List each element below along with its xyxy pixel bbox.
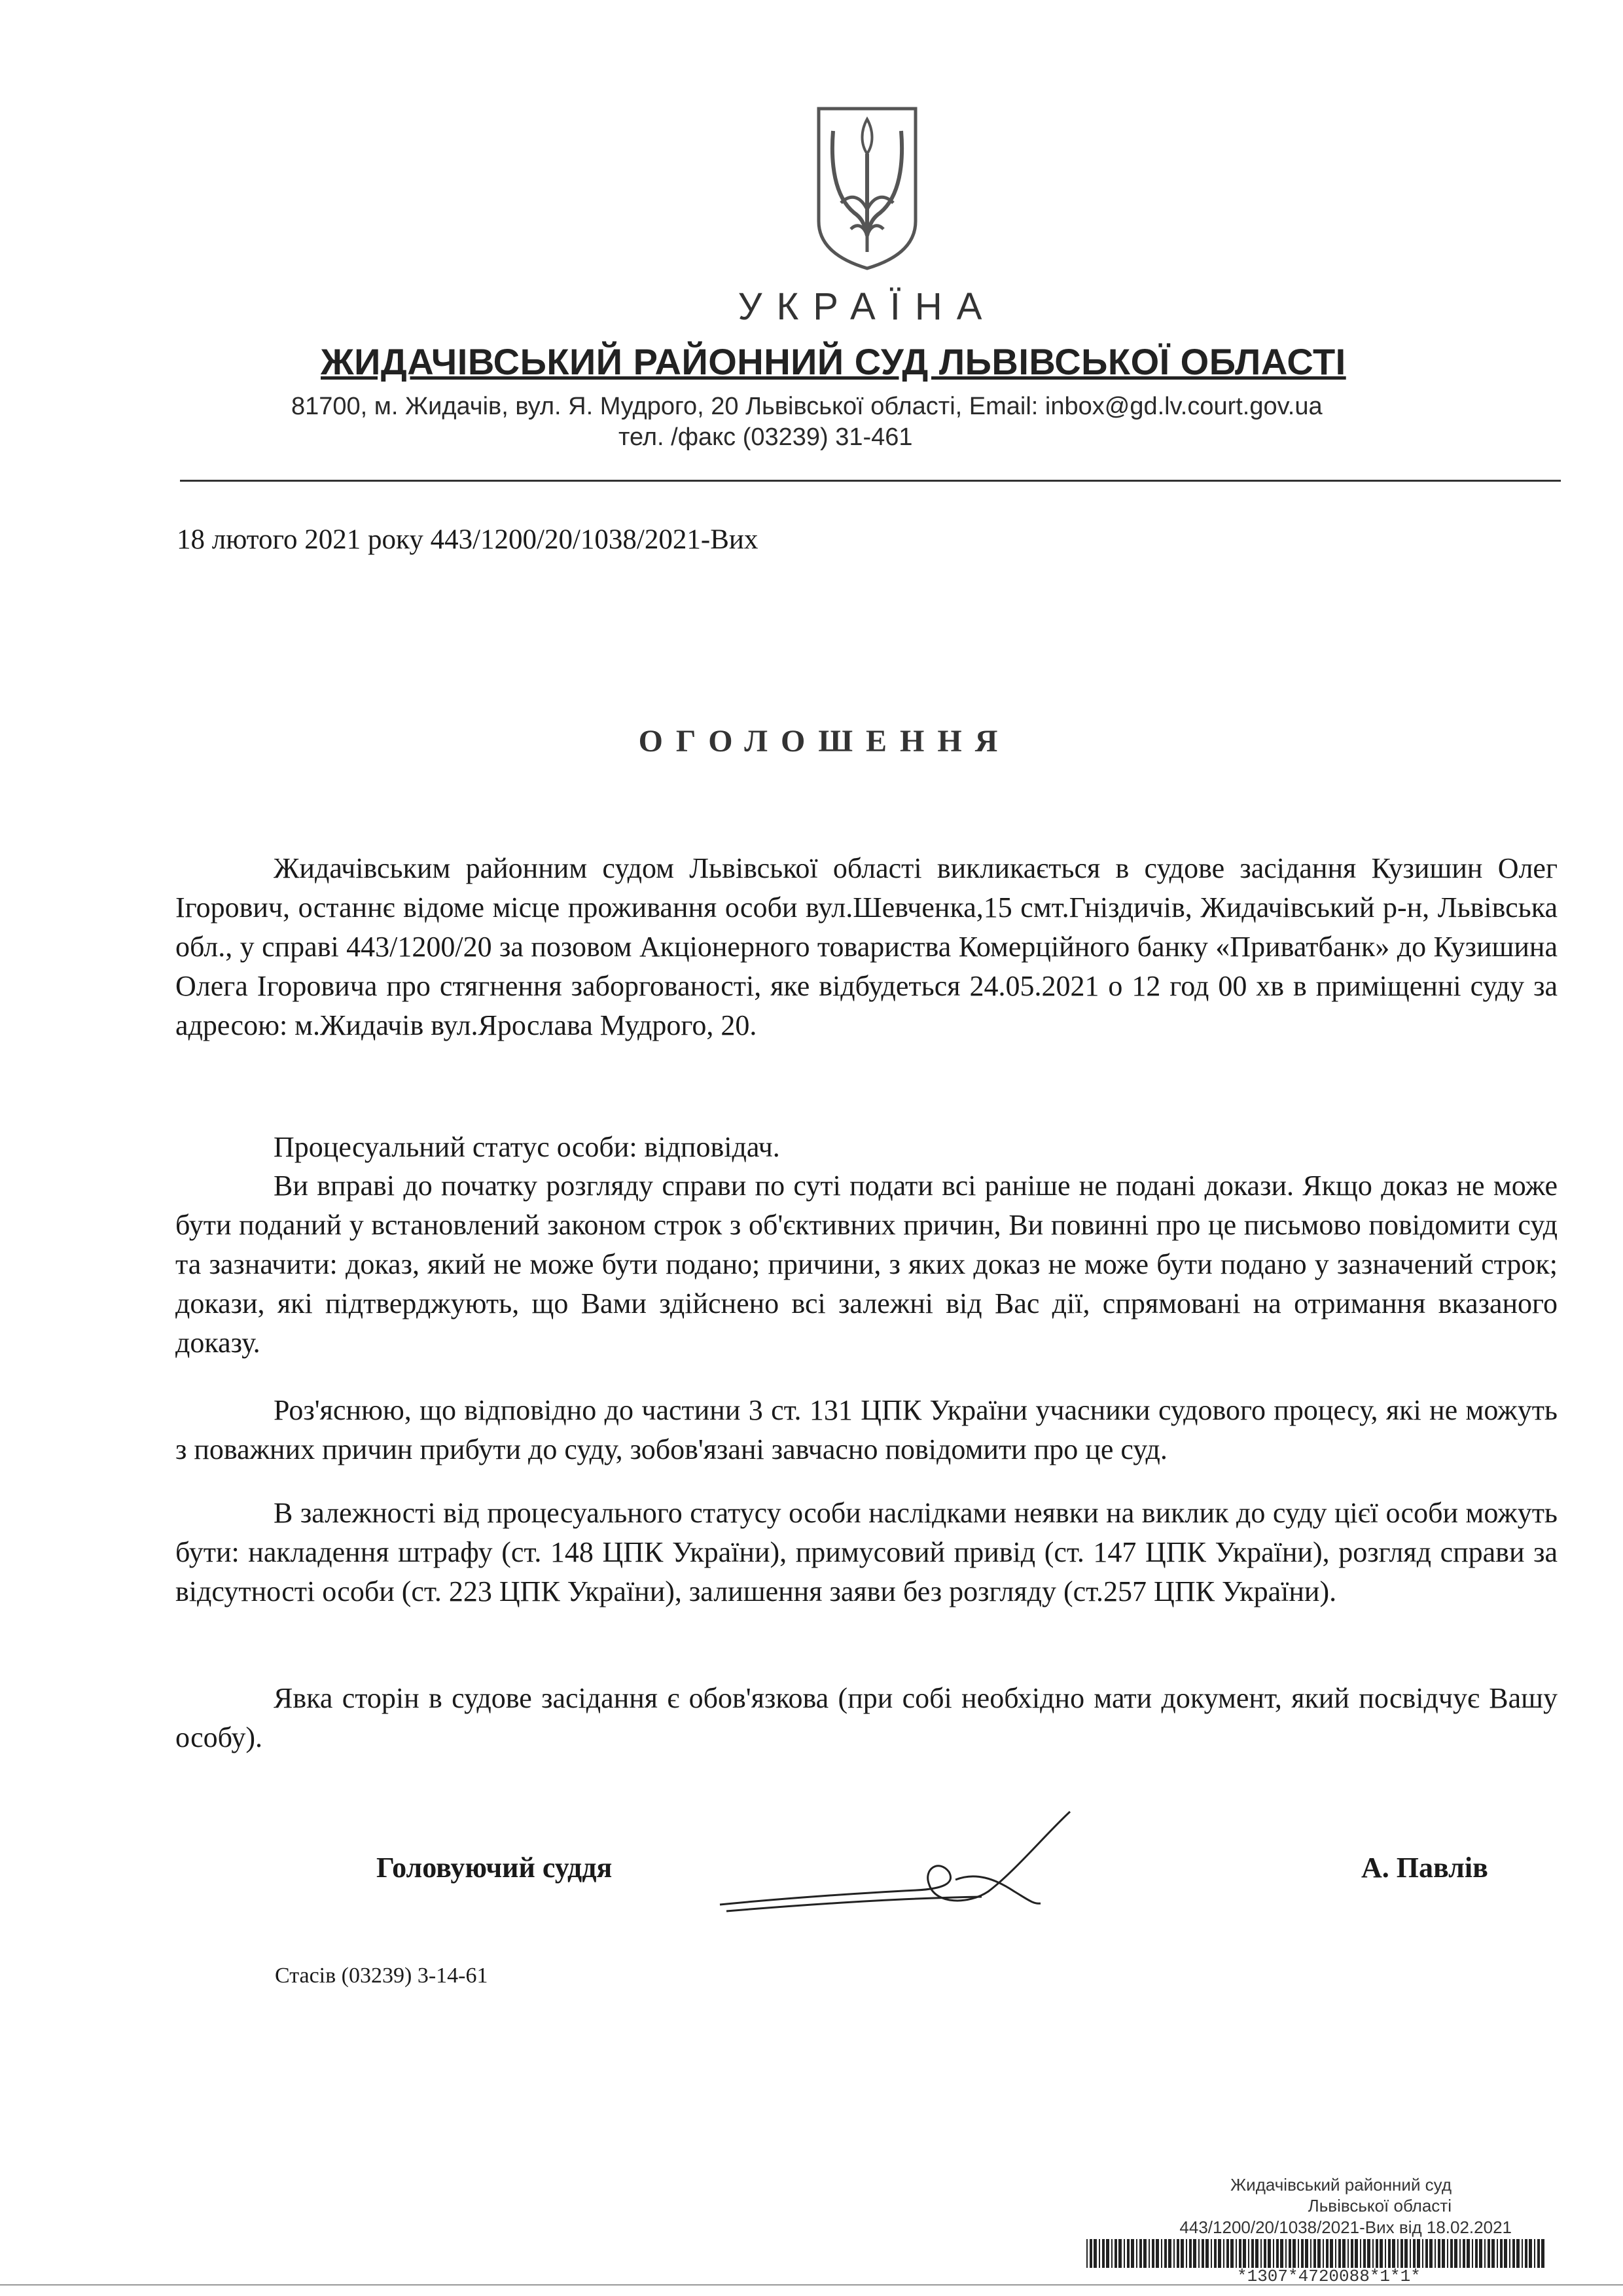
handwritten-signature: [707, 1806, 1073, 1924]
court-name: ЖИДАЧІВСЬКИЙ РАЙОННИЙ СУД ЛЬВІВСЬКОЇ ОБЛАСТІ: [321, 341, 1346, 382]
trident-emblem-icon: [815, 105, 919, 272]
document-title: ОГОЛОШЕННЯ: [638, 724, 1011, 759]
court-address: 81700, м. Жидачів, вул. Я. Мудрого, 20 Львівської області, Email: inbox@gd.lv.court.gov.ua: [291, 393, 1323, 420]
court-phone: тел. /факс (03239) 31-461: [618, 423, 913, 451]
country-name: УКРАЇНА: [738, 285, 997, 328]
executor-contact: Стасів (03239) 3-14-61: [275, 1964, 488, 1988]
judge-name: А. Павлів: [1361, 1852, 1488, 1884]
paragraph-notice: Роз'яснюю, що відповідно до частини 3 ст. 131 ЦПК України учасники судового процесу, які не можуть з поважних причин прибути до суду, зобов'язані завчасно повідомити про це суд.: [175, 1394, 1558, 1465]
stamp-outgoing-number: 443/1200/20/1038/2021-Вих від 18.02.2021: [1179, 2217, 1512, 2237]
stamp-court: Жидачівський районний суд: [1230, 2175, 1452, 2195]
barcode-caption: *1307*4720088*1*1*: [1237, 2267, 1421, 2286]
paragraph-consequences: В залежності від процесуального статусу особи наслідками неявки на виклик до суду цієї особи можуть бути: накладення штрафу (ст. 148 ЦПК України), примусовий привід (ст. 147 ЦПК України), розгляд справи за відсутності особи (ст. 223 ЦПК України), залишення заяви без розгляду (ст.257 ЦПК України).: [175, 1497, 1558, 1607]
paragraph-status: Процесуальний статус особи: відповідач.: [274, 1131, 780, 1163]
paragraph-evidence: Ви вправі до початку розгляду справи по суті подати всі раніше не подані докази. Якщо доказ не може бути поданий у встановлений законом строк з об'єктивних причин, Ви повинні про це письмово повідомити суд та зазначити: доказ, який не може бути подано; причини, з яких доказ не може бути подано у зазначений строк; докази, які підтверджують, що Вами здійснено всі залежні від Вас дії, спрямовані на отримання вказаного доказу.: [175, 1170, 1558, 1359]
scan-edge: [0, 2284, 1623, 2286]
paragraph-attendance: Явка сторін в судове засідання є обов'язкова (при собі необхідно мати документ, який посвідчує Вашу особу).: [175, 1682, 1558, 1753]
paragraph-summons: Жидачівським районним судом Львівської області викликається в судове засідання Кузишин Олег Ігорович, останнє відоме місце проживання особи вул.Шевченка,15 смт.Гніздичів, Жидачівський р-н, Львівська обл., у справі 443/1200/20 за позовом Акціонерного товариства Комерційного банку «Приватбанк» до Кузишина Олега Ігоровича про стягнення заборгованості, яке відбудеться 24.05.2021 о 12 год 00 хв в приміщенні суду за адресою: м.Жидачів вул.Ярослава Мудрого, 20.: [175, 852, 1558, 1041]
judge-role: Головуючий суддя: [376, 1852, 613, 1884]
stamp-region: Львівської області: [1308, 2196, 1452, 2215]
registration-barcode: [1086, 2239, 1544, 2268]
document-date-number: 18 лютого 2021 року 443/1200/20/1038/2021-Вих: [177, 524, 758, 555]
header-divider: [180, 480, 1561, 482]
